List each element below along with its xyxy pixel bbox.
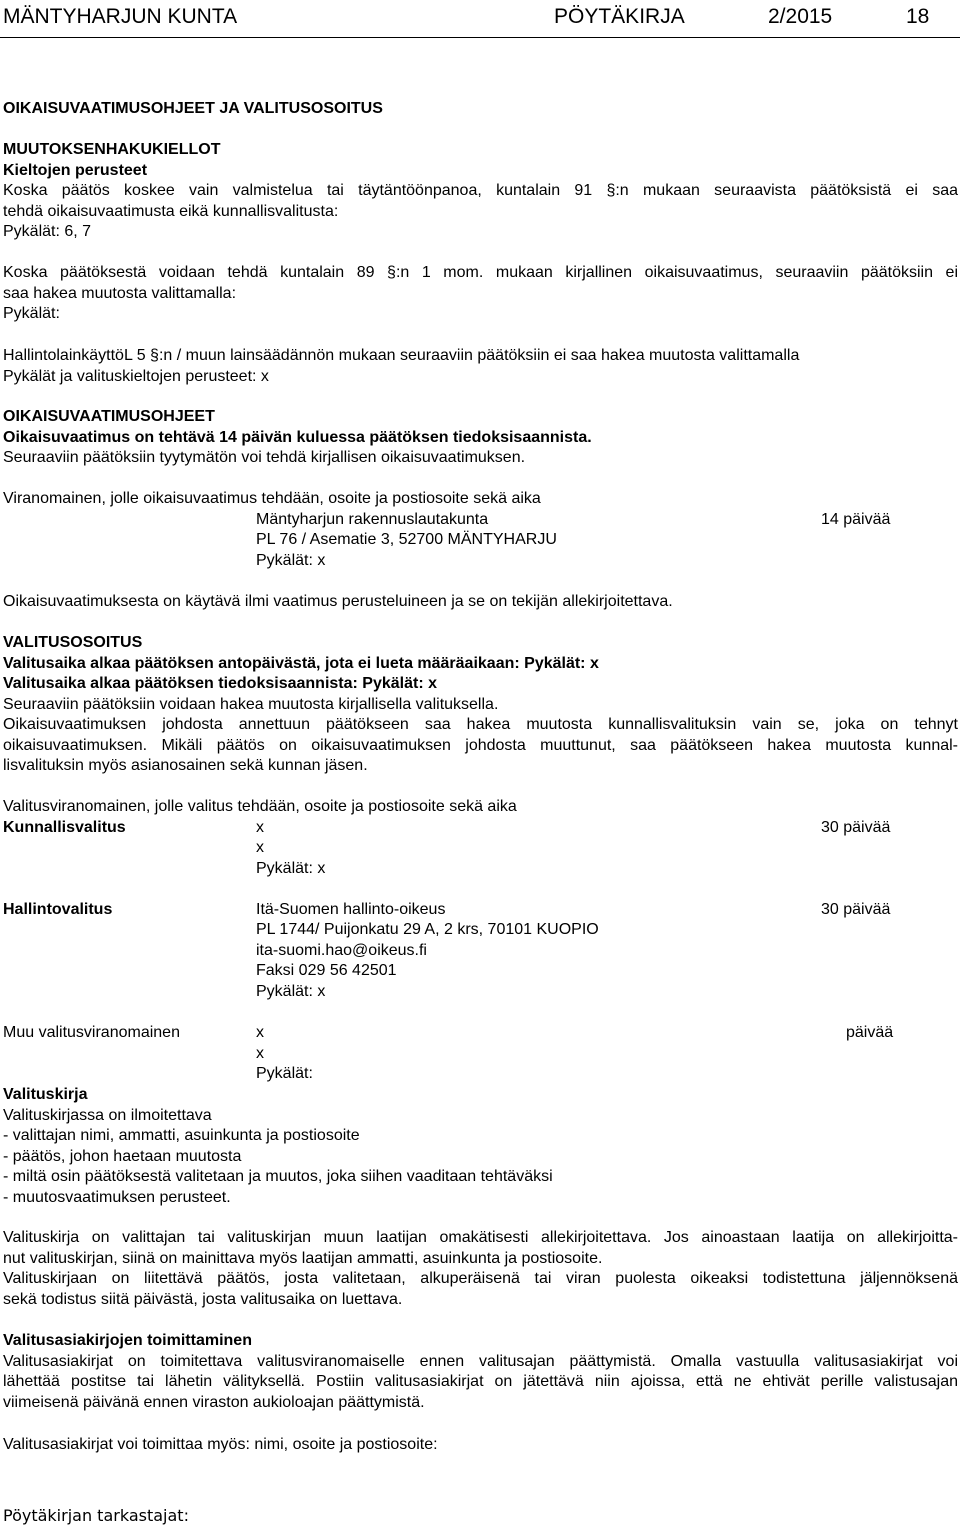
text-line: Valituskirja on valittajan tai valituskirjan muun laatijan omakätisesti allekirjoitettava. Jos ainoastaan laatija on allekirjoitta- [3, 1229, 958, 1246]
issue-number: 2/2015 [768, 5, 833, 28]
page-header [0, 4, 960, 30]
signature-paragraph [3, 1228, 958, 1310]
text-line: Koska päätöksestä voidaan tehdä kuntalain 89 §:n 1 mom. mukaan kirjallinen oikaisuvaatimus, seuraaviin päätöksiin ei [3, 264, 958, 281]
text-line: Valituskirjaan on liitettävä päätös, josta valitetaan, alkuperäisenä tai viran puolesta oikeaksi todistettuna jäljennöksenä [3, 1270, 958, 1287]
appeal-ban-paragraph [3, 346, 958, 387]
appeal-period-line: Valitusaika alkaa päätöksen tiedoksisaannista: Pykälät: x [3, 675, 437, 692]
text-line: Valituskirjassa on ilmoitettava [3, 1106, 212, 1124]
municipal-appeal-label: Kunnallisvalitus [3, 819, 126, 836]
administrative-court-email: ita-suomi.hao@oikeus.fi [256, 942, 427, 959]
section-heading: Valitusasiakirjojen toimittaminen [3, 1332, 252, 1349]
page-number: 18 [906, 5, 930, 28]
municipal-appeal-line: x [256, 819, 264, 836]
appeal-period-line: Valitusaika alkaa päätöksen antopäivästä, jota ei lueta määräaikaan: Pykälät: x [3, 654, 599, 672]
text-line: Seuraaviin päätöksiin voidaan hakea muutosta kirjallisella valituksella. [3, 695, 499, 713]
correction-only-paragraph [3, 263, 958, 325]
delivery-section [3, 1331, 958, 1413]
document-type: PÖYTÄKIRJA [554, 5, 685, 28]
section-heading: Valituskirja [3, 1086, 88, 1103]
text-line: viimeisenä päivänä ennen viraston aukioloajan päättymistä. [3, 1393, 425, 1411]
section-heading: VALITUSOSOITUS [3, 634, 143, 651]
header-divider [0, 37, 960, 38]
administrative-appeal-label: Hallintovalitus [3, 901, 113, 918]
other-authority-sections: Pykälät: [256, 1065, 313, 1082]
list-item: - valittajan nimi, ammatti, asuinkunta ja postiosoite [3, 1127, 360, 1144]
administrative-appeal-days: 30 päivää [821, 901, 891, 918]
municipality-name: MÄNTYHARJUN KUNTA [3, 5, 238, 28]
text-line: Oikaisuvaatimuksen johdosta annettuun päätökseen saa hakea muutosta kunnallisvalituksin vain se, joka on tehnyt [3, 716, 958, 733]
authority-address: PL 76 / Asematie 3, 52700 MÄNTYHARJU [256, 531, 557, 548]
authority-intro: Viranomainen, jolle oikaisuvaatimus tehdään, osoite ja postiosoite sekä aika [3, 490, 541, 507]
minutes-inspectors-label: Pöytäkirjan tarkastajat: [3, 1506, 189, 1525]
administrative-court-address: PL 1744/ Puijonkatu 29 A, 2 krs, 70101 KUOPIO [256, 921, 599, 938]
section-heading: OIKAISUVAATIMUSOHJEET [3, 408, 215, 425]
appeal-instructions-section [3, 633, 958, 777]
text-line: nut valituskirjan, siinä on mainittava myös laatijan ammatti, asuinkunta ja postiosoite. [3, 1249, 603, 1267]
municipal-appeal-line: x [256, 839, 264, 856]
municipal-appeal-days: 30 päivää [821, 819, 891, 836]
authority-sections: Pykälät: x [256, 552, 326, 569]
text-line: Pykälät: [3, 305, 60, 322]
appeal-document-section [3, 1085, 958, 1208]
subheading: Kieltojen perusteet [3, 161, 148, 179]
correction-note: Oikaisuvaatimuksesta on käytävä ilmi vaatimus perusteluineen ja se on tekijän allekirjoitettava. [3, 593, 673, 610]
administrative-court-name: Itä-Suomen hallinto-oikeus [256, 901, 446, 918]
text-line: lisvalituksin myös asianosainen sekä kunnan jäsen. [3, 757, 368, 774]
text-line: Valitusasiakirjat on toimitettava valitusviranomaiselle ennen valitusajan päättymistä. Omalla vastuulla valitusasiakirjat voi [3, 1352, 958, 1370]
document-title: OIKAISUVAATIMUSOHJEET JA VALITUSOSOITUS [3, 100, 383, 117]
administrative-appeal-sections: Pykälät: x [256, 983, 326, 1000]
appeal-authority-intro: Valitusviranomainen, jolle valitus tehdään, osoite ja postiosoite sekä aika [3, 798, 517, 815]
text-line: lähettää postitse tai lähetin välityksellä. Postiin valitusasiakirjat on jätettävä niin ajoissa, että ne ehtivät perille valistusajan [3, 1373, 958, 1390]
text-line: Pykälät ja valituskieltojen perusteet: x [3, 367, 269, 385]
section-heading: MUUTOKSENHAKUKIELLOT [3, 141, 221, 158]
list-item: - miltä osin päätöksestä valitetaan ja muutos, joka siihen vaaditaan tehtäväksi [3, 1168, 553, 1185]
deadline-line: Oikaisuvaatimus on tehtävä 14 päivän kuluessa päätöksen tiedoksisaannista. [3, 428, 592, 446]
other-authority-line: x [256, 1045, 264, 1062]
delivery-alternative: Valitusasiakirjat voi toimittaa myös: nimi, osoite ja postiosoite: [3, 1436, 438, 1453]
municipal-appeal-sections: Pykälät: x [256, 860, 326, 877]
text-line: Seuraaviin päätöksiin tyytymätön voi tehdä kirjallisen oikaisuvaatimuksen. [3, 449, 526, 466]
authority-days: 14 päivää [821, 511, 891, 528]
text-line: oikaisuvaatimuksen. Mikäli päätös on oikaisuvaatimuksen johdosta muuttunut, saa päätökseen hakea muutosta kunnal- [3, 736, 958, 754]
other-authority-days: päivää [846, 1024, 894, 1041]
list-item: - päätös, johon haetaan muutosta [3, 1147, 242, 1165]
text-line: saa hakea muutosta valittamalla: [3, 284, 237, 302]
text-line: sekä todistus siitä päivästä, josta valitusaika on luettava. [3, 1290, 403, 1308]
text-line: Pykälät: 6, 7 [3, 223, 92, 240]
appeal-prohibitions-section [3, 140, 958, 243]
authority-name: Mäntyharjun rakennuslautakunta [256, 511, 489, 528]
list-item: - muutosvaatimuksen perusteet. [3, 1188, 231, 1206]
administrative-court-fax: Faksi 029 56 42501 [256, 962, 397, 979]
other-authority-label: Muu valitusviranomainen [3, 1024, 180, 1041]
other-authority-line: x [256, 1024, 264, 1041]
text-line: tehdä oikaisuvaatimusta eikä kunnallisvalitusta: [3, 202, 339, 220]
text-line: HallintolainkäyttöL 5 §:n / muun lainsäädännön mukaan seuraaviin päätöksiin ei saa hakea muutosta valittamalla [3, 347, 800, 364]
text-line: Koska päätös koskee vain valmistelua tai täytäntöönpanoa, kuntalain 91 §:n mukaan seuraavista päätöksistä ei saa [3, 182, 958, 199]
correction-instructions-section [3, 407, 958, 469]
